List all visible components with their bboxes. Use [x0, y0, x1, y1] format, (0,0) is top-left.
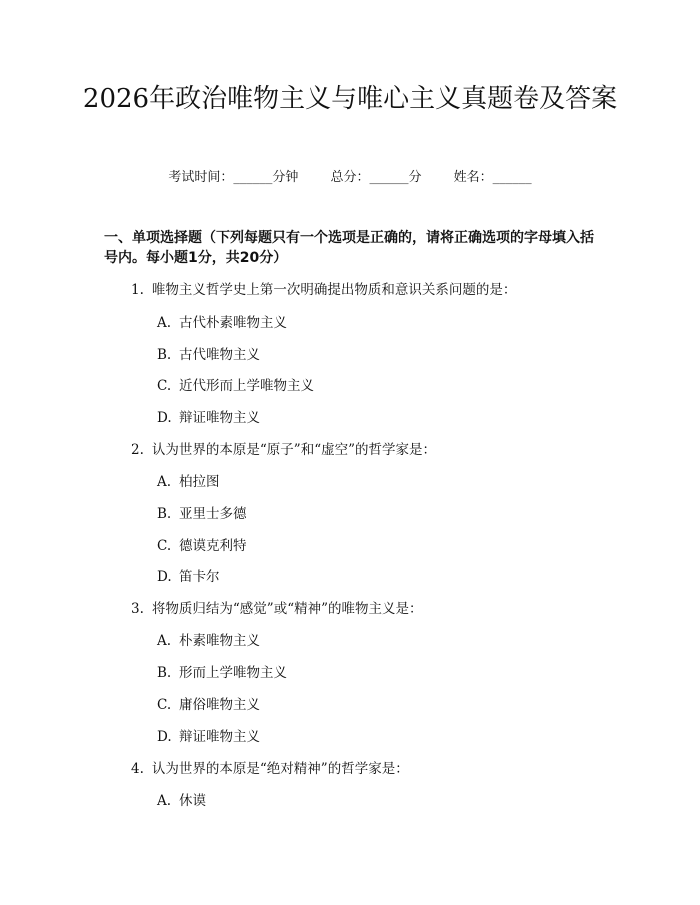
question-3-option-d [157, 727, 260, 747]
option-letter: D. [157, 410, 172, 426]
option-letter: A. [157, 474, 172, 490]
total-score-label: 总分： [330, 170, 370, 185]
question-1-option-b [157, 345, 260, 365]
question-text: 认为世界的本原是“绝对精神”的哲学家是： [151, 761, 409, 777]
question-1 [131, 280, 516, 300]
question-2-option-a [157, 472, 220, 492]
option-letter: A. [157, 633, 172, 649]
question-2-option-b [157, 504, 247, 524]
option-letter: C. [157, 697, 172, 713]
exam-time-field [168, 170, 302, 185]
total-score-blank: ______ [369, 170, 409, 185]
student-name-blank: ______ [492, 170, 532, 185]
option-text: 朴素唯物主义 [179, 633, 260, 649]
question-number: 4. [131, 761, 144, 777]
student-name-label: 姓名： [453, 170, 493, 185]
question-4 [131, 759, 409, 779]
option-text: 笛卡尔 [179, 569, 220, 585]
question-1-option-a [157, 313, 287, 333]
option-text: 近代形而上学唯物主义 [179, 378, 314, 394]
option-text: 古代唯物主义 [179, 347, 260, 363]
question-1-option-c [157, 376, 314, 396]
option-letter: C. [157, 378, 172, 394]
exam-time-blank: ______ [233, 170, 273, 185]
option-letter: A. [157, 793, 172, 809]
question-number: 3. [131, 601, 144, 617]
exam-title: 2026年政治唯物主义与唯心主义真题卷及答案 [82, 84, 618, 114]
option-letter: D. [157, 729, 172, 745]
question-1-option-d [157, 408, 260, 428]
option-text: 庸俗唯物主义 [179, 697, 260, 713]
total-score-field [330, 170, 425, 185]
option-text: 辩证唯物主义 [179, 729, 260, 745]
section-heading: 一、单项选择题（下列每题只有一个选项是正确的，请将正确选项的字母填入括号内。每小题1分，共20分） [104, 230, 594, 266]
option-letter: B. [157, 506, 172, 522]
total-score-unit: 分 [408, 170, 422, 185]
exam-time-label: 考试时间： [168, 170, 234, 185]
student-name-field [454, 170, 532, 185]
option-text: 古代朴素唯物主义 [179, 315, 287, 331]
question-text: 将物质归结为“感觉”或“精神”的唯物主义是： [151, 601, 423, 617]
option-letter: C. [157, 538, 172, 554]
question-4-option-a [157, 791, 206, 811]
option-text: 德谟克利特 [179, 538, 247, 554]
question-3-option-b [157, 663, 287, 683]
question-3 [131, 599, 423, 619]
option-letter: A. [157, 315, 172, 331]
option-text: 亚里士多德 [179, 506, 247, 522]
question-number: 1. [131, 282, 144, 298]
option-text: 休谟 [179, 793, 206, 809]
exam-time-unit: 分钟 [272, 170, 299, 185]
option-letter: B. [157, 665, 172, 681]
question-2-option-d [157, 567, 220, 587]
option-letter: D. [157, 569, 172, 585]
question-text: 认为世界的本原是“原子”和“虚空”的哲学家是： [151, 442, 436, 458]
question-2 [131, 440, 436, 460]
question-3-option-a [157, 631, 260, 651]
option-letter: B. [157, 347, 172, 363]
option-text: 柏拉图 [179, 474, 220, 490]
exam-meta [0, 168, 700, 188]
question-2-option-c [157, 536, 247, 556]
question-number: 2. [131, 442, 144, 458]
question-text: 唯物主义哲学史上第一次明确提出物质和意识关系问题的是： [151, 282, 517, 298]
question-3-option-c [157, 695, 260, 715]
option-text: 形而上学唯物主义 [179, 665, 287, 681]
option-text: 辩证唯物主义 [179, 410, 260, 426]
